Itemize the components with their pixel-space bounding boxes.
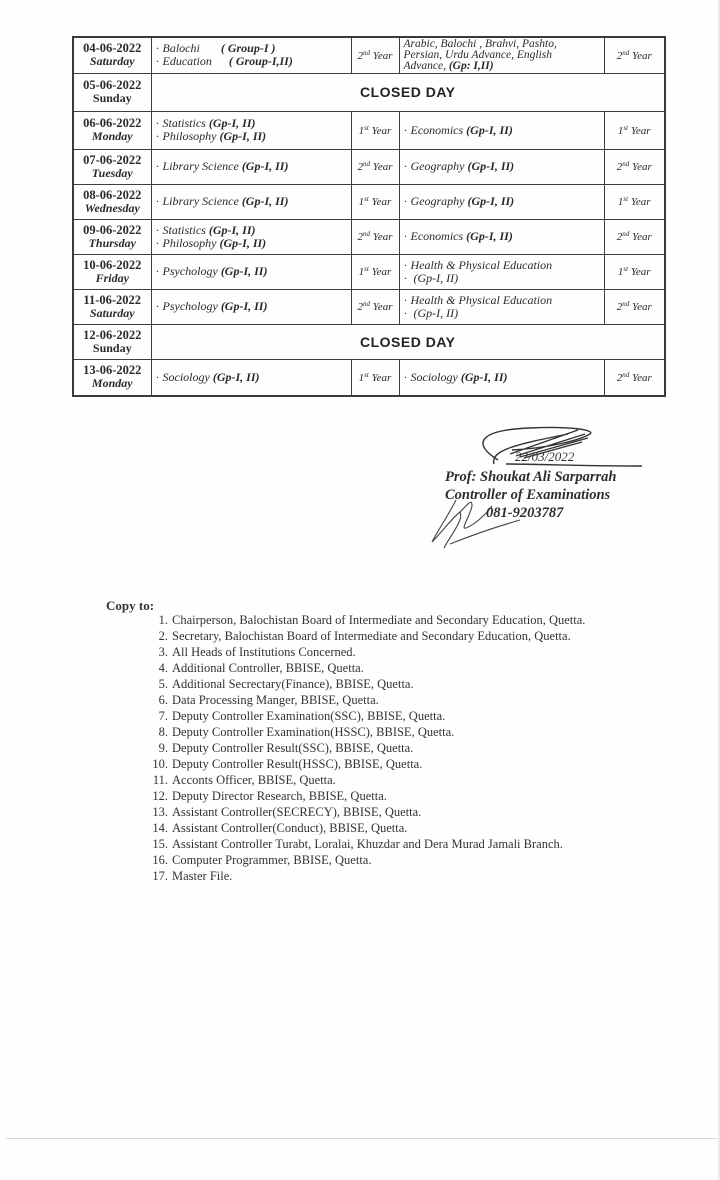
subject-group: (Gp-I, II)	[466, 122, 513, 137]
subject-item	[156, 160, 351, 173]
bullet-icon: ·	[403, 369, 408, 384]
bullet-icon: ·	[403, 229, 408, 243]
date-cell	[73, 254, 151, 289]
year-label: Year	[371, 266, 392, 278]
subject-group: (Gp-I, II)	[208, 222, 256, 237]
year-ordinal-suffix: nd	[622, 160, 630, 168]
bullet-icon: ·	[155, 264, 160, 278]
bullet-icon: ·	[155, 54, 160, 69]
copy-to-item-text: Additional Controller, BBISE, Quetta.	[172, 661, 364, 675]
subject-name: Geography	[410, 159, 465, 173]
copy-to-item-number: 9.	[158, 741, 168, 755]
year-label: Year	[631, 371, 652, 384]
subject-item	[156, 371, 351, 384]
schedule-row	[73, 111, 665, 149]
copy-to-item	[146, 836, 585, 852]
copy-to-item	[146, 820, 585, 836]
exam-day: Wednesday	[84, 200, 140, 215]
date-cell	[73, 73, 151, 111]
year-number: 2	[357, 161, 363, 173]
copy-to-item	[146, 788, 585, 804]
subject-group: (Gp-I, II)	[208, 116, 256, 130]
year-label: Year	[630, 124, 651, 137]
copy-to-item	[146, 612, 585, 628]
subject-name: Economics	[410, 229, 464, 243]
subject-text: Persian, Urdu Advance, English	[403, 48, 553, 61]
year-ordinal-suffix: nd	[362, 230, 370, 238]
date-cell	[73, 184, 151, 219]
subject-name: Psychology	[162, 299, 218, 313]
copy-to-heading: Copy to:	[106, 598, 155, 613]
signatory-name: Prof: Shoukat Ali Sarparrah	[445, 469, 617, 485]
first-year-column	[351, 289, 399, 324]
copy-to-item-number: 13.	[152, 805, 168, 819]
copy-to-item-number: 4.	[158, 661, 168, 675]
date-cell	[73, 324, 151, 359]
copy-to-item	[146, 660, 585, 676]
copy-to-item	[146, 708, 585, 724]
exam-day: Sunday	[92, 340, 132, 355]
first-year-column	[351, 111, 399, 149]
schedule-row-closed	[73, 73, 665, 111]
bullet-icon: ·	[155, 194, 160, 208]
subject-name: Health & Physical Education	[410, 292, 553, 307]
copy-to-item-text: Computer Programmer, BBISE, Quetta.	[172, 853, 372, 867]
subject-text: Advance,	[403, 59, 446, 72]
second-year-column	[604, 184, 665, 219]
bullet-icon: ·	[155, 116, 160, 130]
second-year-subjects	[399, 111, 604, 149]
year-label: Year	[371, 196, 392, 208]
copy-to-item-text: Secretary, Balochistan Board of Intermediate and Secondary Education, Quetta.	[172, 629, 571, 643]
signatory-phone: 081-9203787	[486, 505, 564, 521]
exam-date: 12-06-2022	[83, 327, 142, 342]
subject-group: (Gp-I, II)	[241, 159, 289, 173]
subject-name: Statistics	[162, 116, 206, 130]
copy-to-item-number: 17.	[152, 869, 168, 883]
bullet-icon: ·	[155, 235, 160, 250]
subject-group: ( Group-I,II)	[228, 54, 293, 69]
year-number: 2	[616, 161, 623, 173]
subject-name: Balochi	[162, 41, 200, 56]
year-number: 1	[617, 266, 624, 278]
subject-name: Statistics	[162, 222, 206, 237]
exam-date: 11-06-2022	[83, 292, 142, 307]
copy-to-item-number: 5.	[158, 677, 168, 691]
bullet-icon: ·	[403, 257, 408, 272]
year-number: 2	[616, 231, 623, 243]
copy-to-item-text: All Heads of Institutions Concerned.	[172, 645, 356, 659]
exam-date: 07-06-2022	[83, 152, 142, 167]
year-number: 1	[358, 371, 365, 384]
subject-group: (Gp-I, II)	[220, 264, 268, 278]
second-year-subjects	[399, 359, 604, 396]
subject-name: Education	[162, 54, 212, 69]
copy-to-item	[146, 868, 585, 884]
first-year-subjects	[151, 359, 351, 396]
first-year-subjects	[151, 254, 351, 289]
subject-item	[404, 272, 604, 285]
closed-day-label: CLOSED DAY	[151, 73, 665, 111]
first-year-subjects	[151, 149, 351, 184]
subject-item	[404, 160, 604, 173]
date-cell	[73, 149, 151, 184]
schedule-row	[73, 254, 665, 289]
year-number: 2	[616, 301, 623, 313]
copy-to-item-text: Deputy Director Research, BBISE, Quetta.	[172, 789, 387, 803]
subject-item	[156, 55, 351, 68]
year-ordinal-suffix: st	[364, 265, 369, 273]
copy-to-item	[146, 628, 585, 644]
exam-date: 06-06-2022	[83, 116, 142, 130]
copy-to-item-text: Acconts Officer, BBISE, Quetta.	[172, 773, 336, 787]
year-number: 2	[357, 231, 363, 243]
second-year-subjects	[399, 149, 604, 184]
subject-text: Arabic, Balochi , Brahvi, Pashto,	[403, 37, 557, 50]
year-ordinal-suffix: nd	[622, 230, 630, 238]
year-number: 1	[617, 196, 624, 208]
subject-name: Philosophy	[162, 129, 217, 143]
year-label: Year	[631, 301, 652, 313]
year-label: Year	[630, 196, 651, 208]
year-ordinal-suffix: nd	[362, 48, 370, 57]
year-number: 1	[358, 196, 365, 208]
signature-date: 22/03/2022	[515, 449, 575, 464]
subject-item	[404, 195, 604, 208]
second-year-column	[604, 254, 665, 289]
subject-item	[156, 130, 351, 143]
subject-name: Library Science	[162, 159, 239, 173]
copy-to-item-number: 7.	[158, 709, 168, 723]
subject-item	[404, 307, 604, 320]
schedule-row	[73, 184, 665, 219]
year-ordinal-suffix: nd	[622, 48, 630, 57]
subject-group: (Gp: I,II)	[448, 59, 494, 72]
year-label: Year	[372, 231, 393, 243]
subject-name: Philosophy	[162, 235, 217, 250]
subject-group: (Gp-I, II)	[460, 369, 508, 384]
copy-to-item-text: Deputy Controller Examination(SSC), BBISE, Quetta.	[172, 709, 446, 723]
first-year-column	[351, 149, 399, 184]
copy-to-item	[146, 676, 585, 692]
subject-group: (Gp-I, II)	[467, 194, 515, 208]
copy-to-item	[146, 756, 585, 772]
exam-day: Monday	[91, 376, 133, 391]
first-year-column	[351, 359, 399, 396]
bullet-icon: ·	[155, 369, 160, 384]
subject-name: Economics	[410, 122, 464, 137]
year-number: 1	[358, 124, 365, 137]
subject-item	[156, 300, 351, 313]
exam-day: Tuesday	[91, 165, 133, 180]
year-label: Year	[371, 371, 392, 384]
exam-day: Monday	[91, 129, 133, 143]
subject-name: Sociology	[410, 369, 458, 384]
copy-to-item	[146, 804, 585, 820]
schedule-row	[73, 149, 665, 184]
second-year-column	[604, 289, 665, 324]
schedule-row-closed	[73, 324, 665, 359]
bullet-icon: ·	[155, 222, 160, 237]
exam-schedule-body	[73, 37, 665, 396]
copy-to-item-text: Assistant Controller(SECRECY), BBISE, Quetta.	[172, 805, 422, 819]
year-ordinal-suffix: st	[623, 195, 629, 203]
second-year-column	[604, 359, 665, 396]
schedule-row	[73, 289, 665, 324]
year-label: Year	[372, 49, 393, 62]
bullet-icon: ·	[155, 41, 160, 56]
year-ordinal-suffix: st	[364, 123, 369, 132]
subject-group: (Gp-I, II)	[220, 299, 268, 313]
subject-name: Geography	[410, 194, 465, 208]
exam-schedule-table	[72, 36, 666, 397]
first-year-subjects	[151, 219, 351, 254]
year-number: 2	[357, 301, 363, 313]
copy-to-item-text: Assistant Controller(Conduct), BBISE, Quetta.	[172, 821, 408, 835]
copy-to-item	[146, 772, 585, 788]
subject-item	[404, 230, 604, 243]
subject-group: (Gp-I, II)	[219, 235, 267, 250]
subject-item	[156, 265, 351, 278]
copy-to-item-number: 2.	[158, 629, 168, 643]
year-ordinal-suffix: nd	[362, 300, 370, 308]
second-year-subjects	[399, 219, 604, 254]
year-ordinal-suffix: nd	[622, 300, 630, 308]
year-label: Year	[631, 231, 652, 243]
bullet-icon: ·	[155, 129, 160, 143]
first-year-column	[351, 254, 399, 289]
copy-to-item-text: Additional Secrectary(Finance), BBISE, Quetta.	[172, 677, 414, 691]
copy-to-item	[146, 644, 585, 660]
copy-to-item-text: Deputy Controller Examination(HSSC), BBISE, Quetta.	[172, 725, 455, 739]
exam-day: Saturday	[89, 305, 135, 320]
bullet-icon: ·	[403, 305, 408, 320]
year-number: 2	[357, 49, 363, 62]
subject-group: ( Group-I )	[220, 41, 276, 56]
date-cell	[73, 219, 151, 254]
subject-line	[404, 61, 604, 72]
copy-to-list	[146, 612, 585, 884]
exam-date: 04-06-2022	[83, 41, 142, 56]
copy-to-item	[146, 692, 585, 708]
year-ordinal-suffix: st	[364, 195, 369, 203]
copy-to-item-number: 15.	[152, 837, 168, 851]
copy-to-item-number: 10.	[152, 757, 168, 771]
subject-group: (Gp-I, II)	[241, 194, 289, 208]
subject-group: (Gp-I, II)	[413, 305, 459, 320]
date-cell	[73, 111, 151, 149]
subject-name: Library Science	[162, 194, 239, 208]
first-year-column	[351, 37, 399, 73]
bullet-icon: ·	[403, 292, 408, 307]
second-year-subjects	[399, 254, 604, 289]
page-bottom-rule	[6, 1138, 718, 1139]
year-ordinal-suffix: st	[623, 123, 629, 132]
date-cell	[73, 37, 151, 73]
copy-to-item-text: Assistant Controller Turabt, Loralai, Khuzdar and Dera Murad Jamali Branch.	[172, 837, 563, 851]
signatory-title: Controller of Examinations	[445, 487, 611, 503]
copy-to-item-text: Deputy Controller Result(HSSC), BBISE, Quetta.	[172, 757, 423, 771]
exam-day: Sunday	[92, 91, 132, 105]
copy-to-item-text: Chairperson, Balochistan Board of Intermediate and Secondary Education, Quetta.	[172, 613, 586, 627]
subject-item	[156, 195, 351, 208]
copy-to-item	[146, 740, 585, 756]
exam-date: 10-06-2022	[83, 257, 142, 272]
copy-to-item-number: 11.	[152, 773, 168, 787]
second-year-subjects	[399, 289, 604, 324]
second-year-subjects	[399, 184, 604, 219]
subject-name: Sociology	[162, 369, 210, 384]
first-year-column	[351, 184, 399, 219]
exam-date: 13-06-2022	[83, 363, 142, 378]
second-year-column	[604, 219, 665, 254]
copy-to-item-number: 14.	[152, 821, 168, 835]
exam-date: 05-06-2022	[83, 78, 142, 92]
bullet-icon: ·	[403, 159, 408, 173]
bullet-icon: ·	[403, 194, 408, 208]
year-label: Year	[631, 161, 652, 173]
year-number: 2	[616, 371, 623, 384]
exam-day: Friday	[95, 270, 129, 285]
schedule-row	[73, 359, 665, 396]
exam-date: 08-06-2022	[83, 187, 142, 202]
subject-item	[156, 237, 351, 250]
first-year-subjects	[151, 289, 351, 324]
date-cell	[73, 359, 151, 396]
copy-to-item-text: Master File.	[172, 869, 233, 883]
subject-group: (Gp-I, II)	[467, 159, 515, 173]
copy-to-item-text: Data Processing Manger, BBISE, Quetta.	[172, 693, 379, 707]
copy-to-item-number: 1.	[158, 613, 168, 627]
subject-name: Health & Physical Education	[410, 257, 553, 272]
subject-item	[404, 371, 604, 384]
exam-date: 09-06-2022	[83, 222, 142, 237]
subject-group: (Gp-I, II)	[466, 229, 513, 243]
schedule-row	[73, 37, 665, 73]
first-year-subjects	[151, 184, 351, 219]
exam-day: Thursday	[88, 235, 136, 250]
schedule-row	[73, 219, 665, 254]
year-label: Year	[631, 49, 652, 62]
year-number: 2	[616, 49, 623, 62]
copy-to-item	[146, 724, 585, 740]
copy-to-item-text: Deputy Controller Result(SSC), BBISE, Quetta.	[172, 741, 414, 755]
copy-to-item-number: 3.	[158, 645, 168, 659]
bullet-icon: ·	[403, 270, 408, 285]
year-label: Year	[630, 266, 651, 278]
copy-to-item-number: 16.	[152, 853, 168, 867]
exam-day: Saturday	[89, 54, 135, 69]
year-ordinal-suffix: nd	[362, 160, 370, 168]
first-year-subjects	[151, 37, 351, 73]
year-label: Year	[372, 161, 393, 173]
bullet-icon: ·	[155, 159, 160, 173]
bullet-icon: ·	[403, 122, 408, 137]
year-ordinal-suffix: st	[364, 370, 369, 379]
year-number: 1	[617, 124, 624, 137]
year-ordinal-suffix: nd	[622, 370, 630, 379]
subject-group: (Gp-I, II)	[219, 129, 267, 143]
date-cell	[73, 289, 151, 324]
year-label: Year	[371, 124, 392, 137]
copy-to-item-number: 6.	[158, 693, 168, 707]
first-year-subjects	[151, 111, 351, 149]
second-year-column	[604, 149, 665, 184]
year-number: 1	[358, 266, 365, 278]
closed-day-label: CLOSED DAY	[151, 324, 665, 359]
first-year-column	[351, 219, 399, 254]
subject-group: (Gp-I, II)	[212, 369, 260, 384]
bullet-icon: ·	[155, 299, 160, 313]
second-year-subjects	[399, 37, 604, 73]
second-year-column	[604, 111, 665, 149]
year-ordinal-suffix: st	[623, 265, 629, 273]
copy-to-item-number: 12.	[152, 789, 168, 803]
subject-group: (Gp-I, II)	[413, 270, 459, 285]
subject-item	[404, 124, 604, 137]
copy-to-item-number: 8.	[158, 725, 168, 739]
subject-name: Psychology	[162, 264, 218, 278]
copy-to-item	[146, 852, 585, 868]
second-year-column	[604, 37, 665, 73]
year-label: Year	[372, 301, 393, 313]
